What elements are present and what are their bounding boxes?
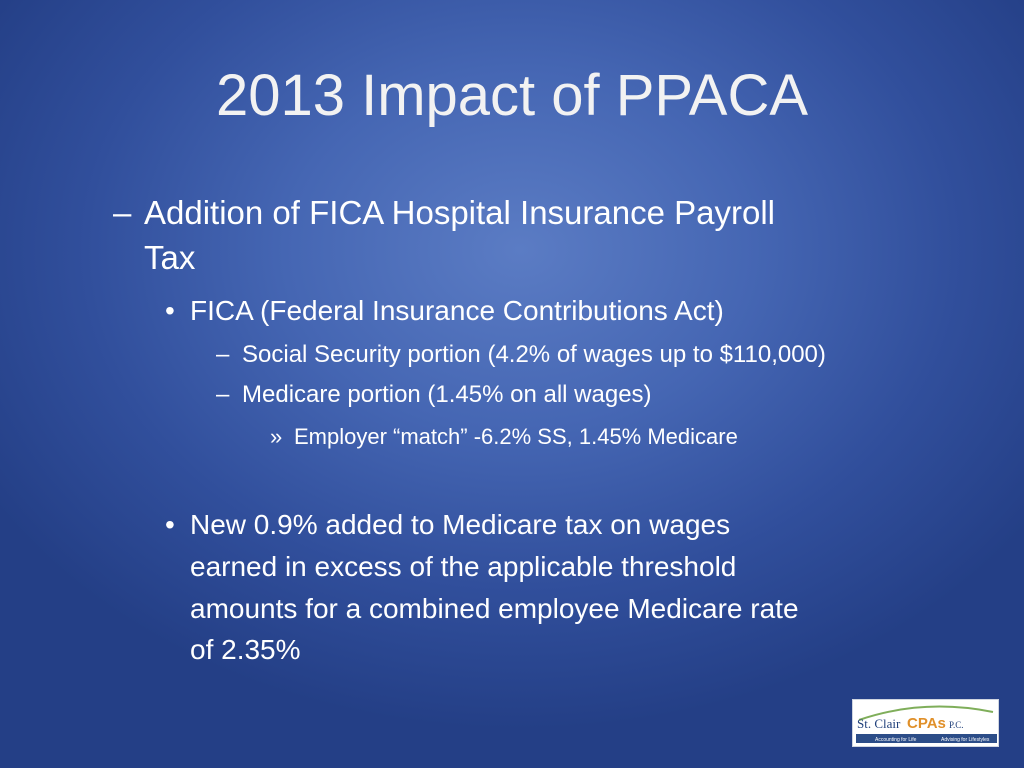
level1-text-line-2: Tax <box>144 239 196 276</box>
bullet-marker: • <box>165 295 175 326</box>
bullet-marker: • <box>165 509 175 540</box>
company-logo-graphic <box>853 700 999 747</box>
dash-marker: – <box>113 194 132 231</box>
social-security-text: Social Security portion (4.2% of wages up to $110,000) <box>242 341 826 368</box>
medicare-text: Medicare portion (1.45% on all wages) <box>242 381 652 408</box>
company-logo <box>852 699 999 747</box>
logo-tagline-right: Advising for Lifestyles <box>941 737 990 743</box>
new-tax-text-line-2: earned in excess of the applicable threshold <box>190 551 737 582</box>
dash-marker: – <box>216 381 230 408</box>
new-tax-text-line-4: of 2.35% <box>190 634 301 665</box>
logo-accent: CPAs <box>907 715 946 732</box>
logo-tagline-left: Accounting for Life <box>875 737 917 743</box>
dash-marker: – <box>216 341 230 368</box>
new-tax-text-line-3: amounts for a combined employee Medicare rate <box>190 593 799 624</box>
level1-text-line-1: Addition of FICA Hospital Insurance Payroll <box>144 194 775 231</box>
slide-title: 2013 Impact of PPACA <box>215 63 809 128</box>
logo-suffix: P.C. <box>949 720 964 730</box>
employer-match-text: Employer “match” -6.2% SS, 1.45% Medicare <box>294 424 738 449</box>
fica-bullet-text: FICA (Federal Insurance Contributions Act) <box>190 295 724 326</box>
logo-name: St. Clair <box>857 716 901 731</box>
new-tax-text-line-1: New 0.9% added to Medicare tax on wages <box>190 509 731 540</box>
chevron-marker: » <box>270 424 283 449</box>
